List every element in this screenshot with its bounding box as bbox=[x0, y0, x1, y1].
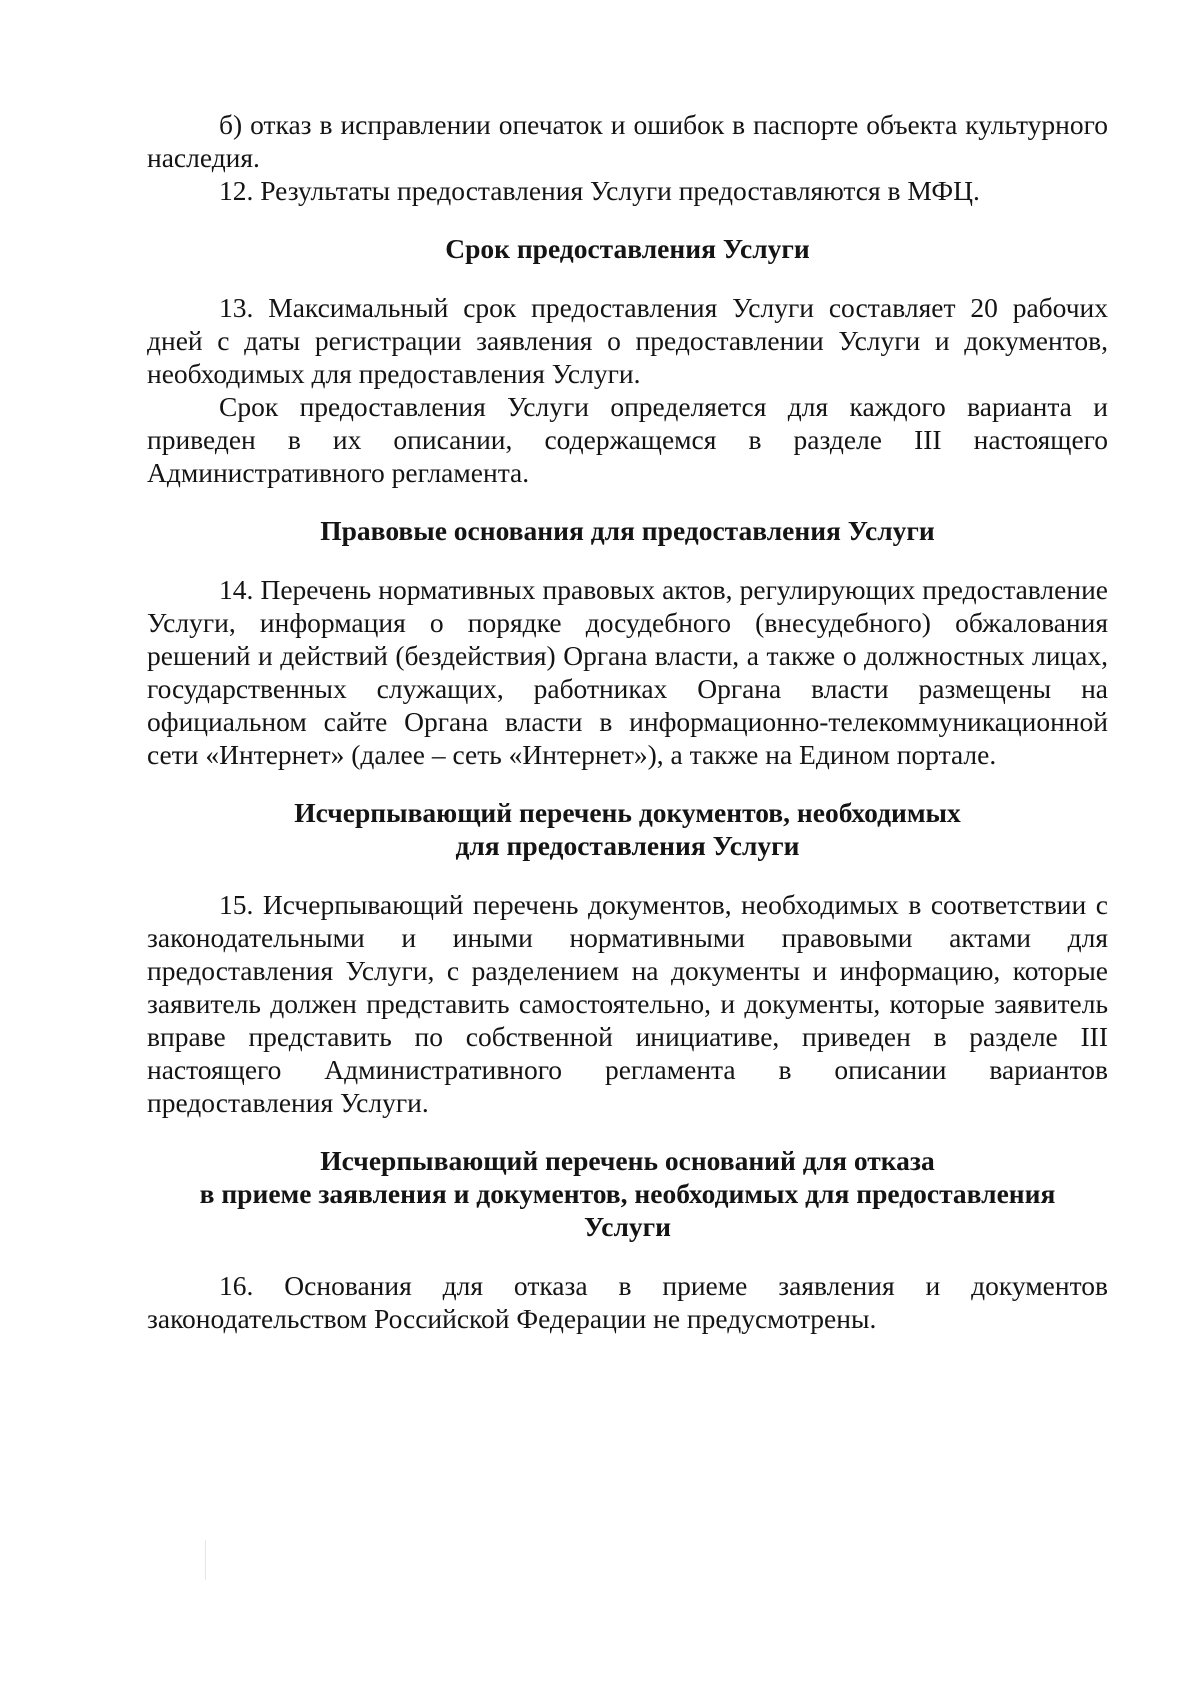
heading-line: Услуги bbox=[584, 1211, 671, 1242]
paragraph-16: 16. Основания для отказа в приеме заявления и документов законодательством Российской Федерации не предусмотрены. bbox=[147, 1270, 1108, 1334]
paragraph-13: 13. Максимальный срок предоставления Услуги составляет 20 рабочих дней с даты регистрации заявления о предоставлении Услуги и документов, необходимых для предоставления Услуги. bbox=[147, 292, 1108, 389]
paragraph-14: 14. Перечень нормативных правовых актов, регулирующих предоставление Услуги, информация о порядке досудебного (внесудебного) обжалования решений и действий (бездействия) Органа власти, а также о должностных лицах, государственных служащих, работниках Органа власти размещены на официальном сайте Органа власти в информационно-телекоммуникационной сети «Интернет» (далее – сеть «Интернет»), а также на Едином портале. bbox=[147, 574, 1108, 770]
paragraph-refusal-b: б) отказ в исправлении опечаток и ошибок в паспорте объекта культурного наследия. bbox=[147, 109, 1108, 173]
paragraph-13-term: Срок предоставления Услуги определяется для каждого варианта и приведен в их описании, содержащемся в разделе III настоящего Административного регламента. bbox=[147, 391, 1108, 488]
heading-line: Срок предоставления Услуги bbox=[445, 233, 810, 264]
heading-line: Правовые основания для предоставления Услуги bbox=[320, 515, 935, 546]
heading-line: для предоставления Услуги bbox=[455, 830, 800, 861]
heading-documents-list bbox=[147, 796, 1108, 862]
heading-line: Исчерпывающий перечень документов, необходимых bbox=[294, 797, 961, 828]
scan-artifact bbox=[205, 1540, 206, 1580]
heading-legal-basis bbox=[147, 514, 1108, 547]
paragraph-12: 12. Результаты предоставления Услуги предоставляются в МФЦ. bbox=[219, 175, 980, 206]
paragraph-15: 15. Исчерпывающий перечень документов, необходимых в соответствии с законодательными и иными нормативными правовыми актами для предоставления Услуги, с разделением на документы и информацию, которые заявитель должен представить самостоятельно, и документы, которые заявитель вправе представить по собственной инициативе, приведен в разделе III настоящего Административного регламента в описании вариантов предоставления Услуги. bbox=[147, 889, 1108, 1118]
heading-line: Исчерпывающий перечень оснований для отказа bbox=[320, 1145, 935, 1176]
heading-line: в приеме заявления и документов, необходимых для предоставления bbox=[199, 1178, 1056, 1209]
heading-service-term bbox=[147, 232, 1108, 265]
heading-refusal-grounds bbox=[147, 1144, 1108, 1243]
